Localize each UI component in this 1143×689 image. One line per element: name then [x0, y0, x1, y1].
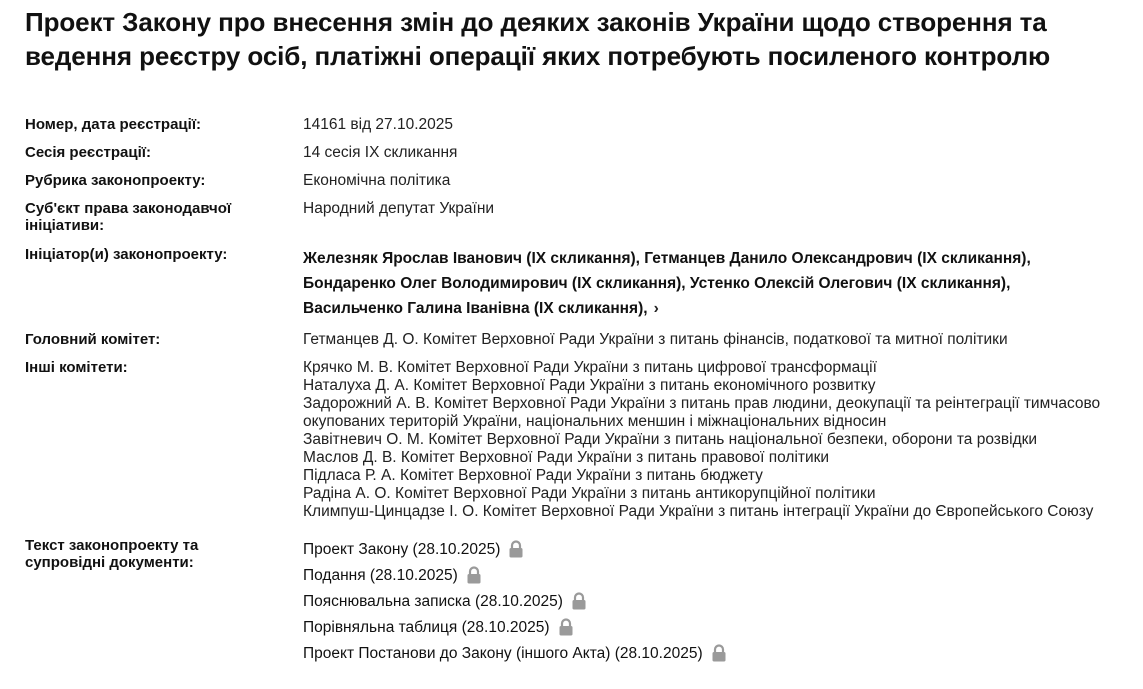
initiator-link[interactable]: Устенко Олексій Олегович (IX скликання),: [689, 275, 1011, 292]
row-main-committee: [25, 331, 1125, 349]
initiator-link[interactable]: Васильченко Галина Іванівна (IX скликання),: [303, 300, 648, 317]
subject-label: Суб'єкт права законодавчої ініціативи:: [25, 200, 232, 234]
registration-value: 14161 від 27.10.2025: [303, 116, 454, 133]
page-title: Проект Закону про внесення змін до деяких законів України щодо створення та ведення реєстру осіб, платіжні операції яких потребують посиленого контролю: [25, 7, 1051, 71]
lock-icon: [711, 644, 727, 662]
document-title: Подання (28.10.2025): [303, 567, 458, 584]
row-initiators: [25, 246, 1125, 321]
document-link[interactable]: [303, 641, 1125, 667]
chevron-right-icon[interactable]: ›: [653, 300, 659, 317]
documents-label: Текст законопроекту та супровідні документи:: [25, 537, 199, 571]
committee-item: Задорожний А. В. Комітет Верховної Ради України з питань прав людини, деокупації та реінтеграції тимчасово окупованих територій України, національних меншин і міжнаціональних відносин: [303, 395, 1101, 430]
document-link[interactable]: [303, 537, 1125, 563]
rubric-label: Рубрика законопроекту:: [25, 172, 206, 189]
initiator-link[interactable]: Гетманцев Данило Олександрович (IX скликання),: [644, 250, 1031, 267]
document-link[interactable]: [303, 563, 1125, 589]
row-documents: [25, 537, 1125, 667]
document-link[interactable]: [303, 615, 1125, 641]
committee-item: Радіна А. О. Комітет Верховної Ради України з питань антикорупційної політики: [303, 485, 876, 502]
bill-card: [25, 0, 1125, 677]
bill-details: [25, 116, 1125, 667]
main-committee-label: Головний комітет:: [25, 331, 161, 348]
subject-value: Народний депутат України: [303, 200, 495, 217]
row-subject: [25, 200, 1125, 234]
committee-item: Наталуха Д. А. Комітет Верховної Ради України з питань економічного розвитку: [303, 377, 876, 394]
committee-item: Крячко М. В. Комітет Верховної Ради України з питань цифрової трансформації: [303, 359, 877, 376]
document-link[interactable]: [303, 589, 1125, 615]
document-title: Порівняльна таблиця (28.10.2025): [303, 619, 550, 636]
initiators-label: Ініціатор(и) законопроекту:: [25, 246, 228, 263]
document-title: Пояснювальна записка (28.10.2025): [303, 593, 563, 610]
row-rubric: [25, 172, 1125, 190]
initiator-link[interactable]: Железняк Ярослав Іванович (IX скликання),: [303, 250, 640, 267]
document-title: Проект Закону (28.10.2025): [303, 541, 501, 558]
initiator-link[interactable]: Бондаренко Олег Володимирович (IX скликання),: [303, 275, 686, 292]
row-other-committees: [25, 359, 1125, 521]
lock-icon: [571, 592, 587, 610]
session-value: 14 сесія IX скликання: [303, 144, 458, 161]
lock-icon: [558, 618, 574, 636]
other-committees-label: Інші комітети:: [25, 359, 128, 376]
committee-item: Завітневич О. М. Комітет Верховної Ради України з питань національної безпеки, оборони та розвідки: [303, 431, 1038, 448]
committee-item: Маслов Д. В. Комітет Верховної Ради України з питань правової політики: [303, 449, 830, 466]
main-committee-value: Гетманцев Д. О. Комітет Верховної Ради України з питань фінансів, податкової та митної політики: [303, 331, 1008, 348]
committee-item: Климпуш-Цинцадзе І. О. Комітет Верховної Ради України з питань інтеграції України до Європейського Союзу: [303, 503, 1094, 520]
row-registration: [25, 116, 1125, 134]
session-label: Сесія реєстрації:: [25, 144, 151, 161]
document-title: Проект Постанови до Закону (іншого Акта) (28.10.2025): [303, 645, 703, 662]
documents-list: [303, 537, 1125, 667]
initiators-list: [303, 246, 1125, 321]
registration-label: Номер, дата реєстрації:: [25, 116, 202, 133]
committee-item: Підласа Р. А. Комітет Верховної Ради України з питань бюджету: [303, 467, 763, 484]
lock-icon: [466, 566, 482, 584]
other-committees-list: [303, 359, 1125, 521]
row-session: [25, 144, 1125, 162]
lock-icon: [508, 540, 524, 558]
rubric-value: Економічна політика: [303, 172, 451, 189]
